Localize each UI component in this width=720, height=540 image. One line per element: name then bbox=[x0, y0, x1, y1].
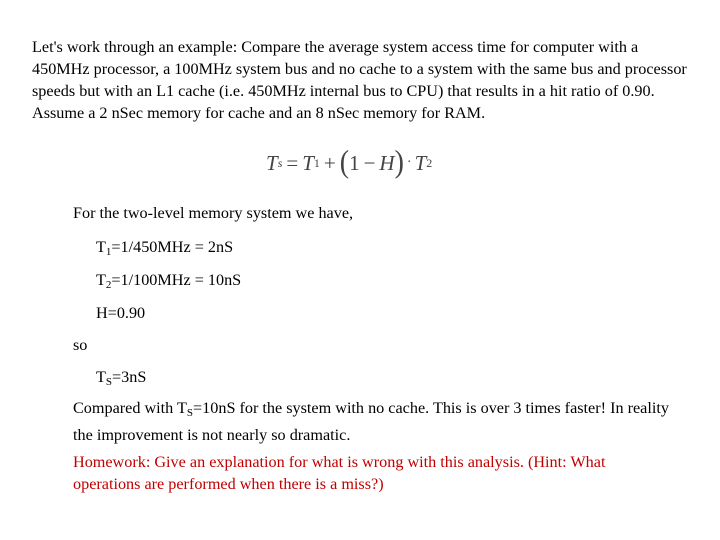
h-line: H=0.90 bbox=[96, 304, 146, 322]
comparison-sub: S bbox=[186, 407, 194, 419]
t2-sub: 2 bbox=[105, 279, 112, 291]
t2-value: =1/100MHz = 10nS bbox=[111, 271, 242, 289]
ts-line bbox=[96, 366, 146, 393]
intro-paragraph: Let's work through an example: Compare the average system access time for computer with a 450MHz processor, a 100MHz system bus and no cache to a system with the same bus and processor speeds but with an L1 cache (i.e. 450MHz internal bus to CPU) that results in a hit ratio of 0.90. Assume a 2 nSec memory for cache and an 8 nSec memory for RAM. bbox=[32, 38, 687, 122]
homework-paragraph: Homework: Give an explanation for what is wrong with this analysis. (Hint: What operations are performed when there is a miss?) bbox=[73, 453, 606, 493]
formula-ts: T bbox=[266, 150, 278, 175]
t1-line bbox=[96, 236, 233, 263]
formula-plus: + bbox=[323, 150, 336, 175]
t2-line bbox=[96, 269, 241, 296]
comparison-after: =10nS for the system with no cache. This is over 3 times faster! In reality the improvement is not nearly so dramatic. bbox=[73, 399, 669, 444]
two-level-heading: For the two-level memory system we have, bbox=[73, 204, 354, 222]
formula-one: 1 bbox=[349, 150, 360, 175]
formula-t1: T bbox=[302, 150, 314, 175]
formula-minus: − bbox=[363, 150, 376, 175]
ts-sub: S bbox=[105, 376, 113, 388]
formula-t2: T bbox=[414, 150, 427, 175]
t1-value: =1/450MHz = 2nS bbox=[111, 238, 234, 256]
t2-prefix: T bbox=[96, 271, 106, 289]
formula-t2-sub: 2 bbox=[426, 155, 433, 170]
formula-h: H bbox=[379, 150, 395, 175]
formula-dot: · bbox=[406, 155, 412, 170]
formula-t1-sub: 1 bbox=[313, 155, 320, 170]
t1-prefix: T bbox=[96, 238, 106, 256]
formula-equals: = bbox=[286, 150, 299, 175]
formula-ts-sub: s bbox=[277, 155, 283, 170]
ts-prefix: T bbox=[96, 368, 106, 386]
formula-open-paren: ( bbox=[339, 144, 350, 181]
so-line: so bbox=[73, 336, 88, 354]
comparison-before: Compared with T bbox=[73, 399, 187, 417]
access-time-formula bbox=[266, 146, 432, 180]
t1-sub: 1 bbox=[105, 246, 112, 258]
formula-close-paren: ) bbox=[394, 144, 404, 181]
comparison-paragraph bbox=[73, 397, 673, 446]
ts-value: =3nS bbox=[112, 368, 147, 386]
